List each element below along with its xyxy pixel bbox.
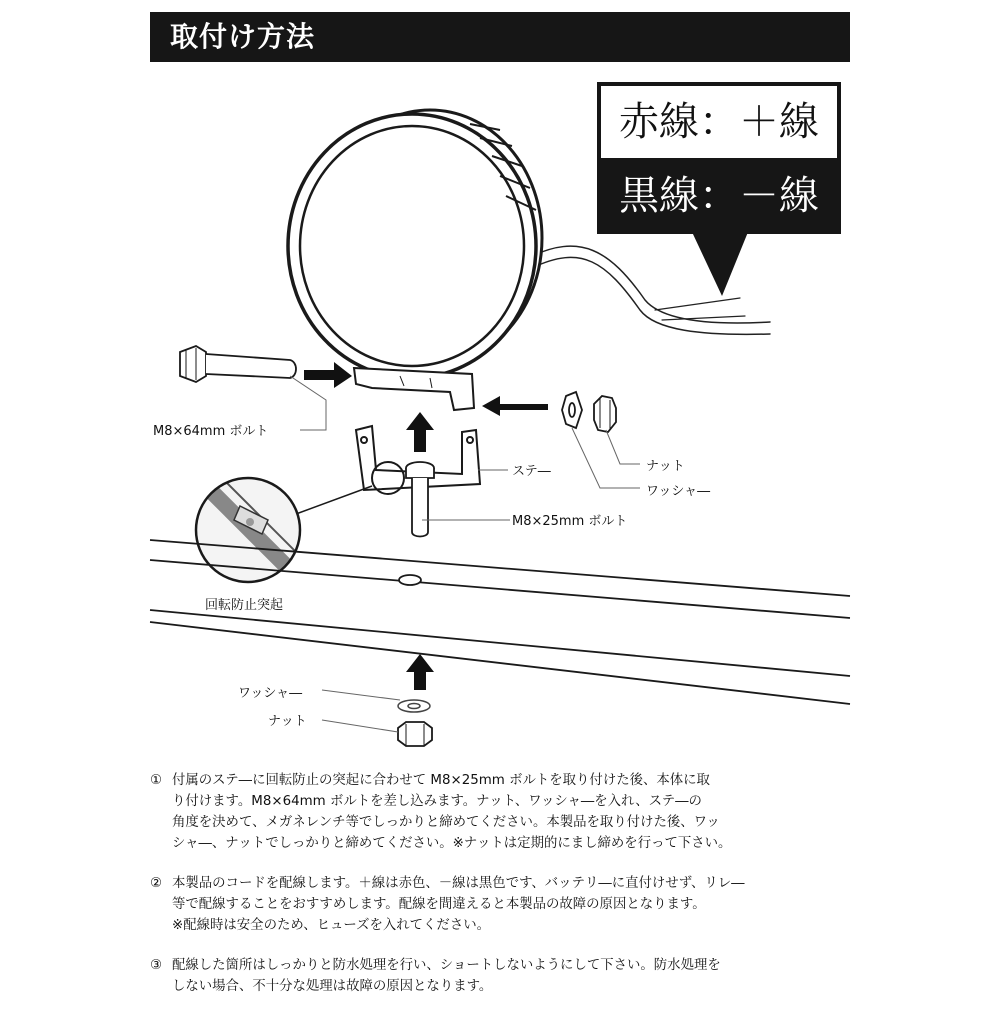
label-rotation-stopper: 回転防止突起 [205,598,284,613]
label-nut-upper: ナット [646,459,685,474]
step-line: 本製品のコードを配線します。＋線は赤色、－線は黒色です、バッテリ―に直付けせず、リレ― [172,876,745,891]
nut-upper [594,396,616,432]
step-line: ※配線時は安全のため、ヒューズを入れてください。 [172,918,490,933]
nut-lower [398,722,432,746]
step-line: 付属のステ―に回転防止の突起に合わせて M8×25mm ボルトを取り付けた後、本体に取 [172,773,710,788]
black-wire-label: 黒線：－線 [601,158,837,234]
leader-lines [290,376,640,732]
step-number: ① [150,773,163,788]
section-title: 取付け方法 [150,12,850,62]
step-number: ③ [150,958,163,973]
short-bolt [406,462,434,537]
step-line: り付けます。M8×64mm ボルトを差し込みます。ナット、ワッシャ―を入れ、ステ―の [172,794,702,809]
step-3 [150,955,855,997]
callout-pointer [692,232,748,296]
step-line: シャ―、ナットでしっかりと締めてください。※ナットは定期的にまし締めを行って下さい。 [172,836,732,851]
label-bolt-short: M8×25mm ボルト [512,514,628,529]
step-line: 角度を決めて、メガネレンチ等でしっかりと締めてください。本製品を取り付けた後、ワッ [172,815,720,830]
long-bolt [180,346,296,382]
washer-upper [562,392,582,428]
label-washer-lower: ワッシャ― [238,686,303,701]
wire-color-callout [597,82,841,234]
label-stay: ステ― [512,464,551,479]
step-1 [150,770,855,854]
step-2 [150,873,855,936]
step-line: しない場合、不十分な処理は故障の原因となります。 [172,979,493,994]
washer-lower [398,700,430,712]
lamp-mount-bracket [354,368,474,410]
label-bolt-long: M8×64mm ボルト [153,424,269,439]
label-washer-upper: ワッシャ― [646,484,711,499]
red-wire-label: 赤線：＋線 [619,99,819,145]
step-line: 配線した箇所はしっかりと防水処理を行い、ショートしないようにして下さい。防水処理を [172,958,721,973]
step-number: ② [150,876,163,891]
label-nut-lower: ナット [268,714,307,729]
work-light [288,110,542,378]
step-line: 等で配線することをおすすめします。配線を間違えると本製品の故障の原因となります。 [172,897,706,912]
instruction-steps [150,770,855,1016]
